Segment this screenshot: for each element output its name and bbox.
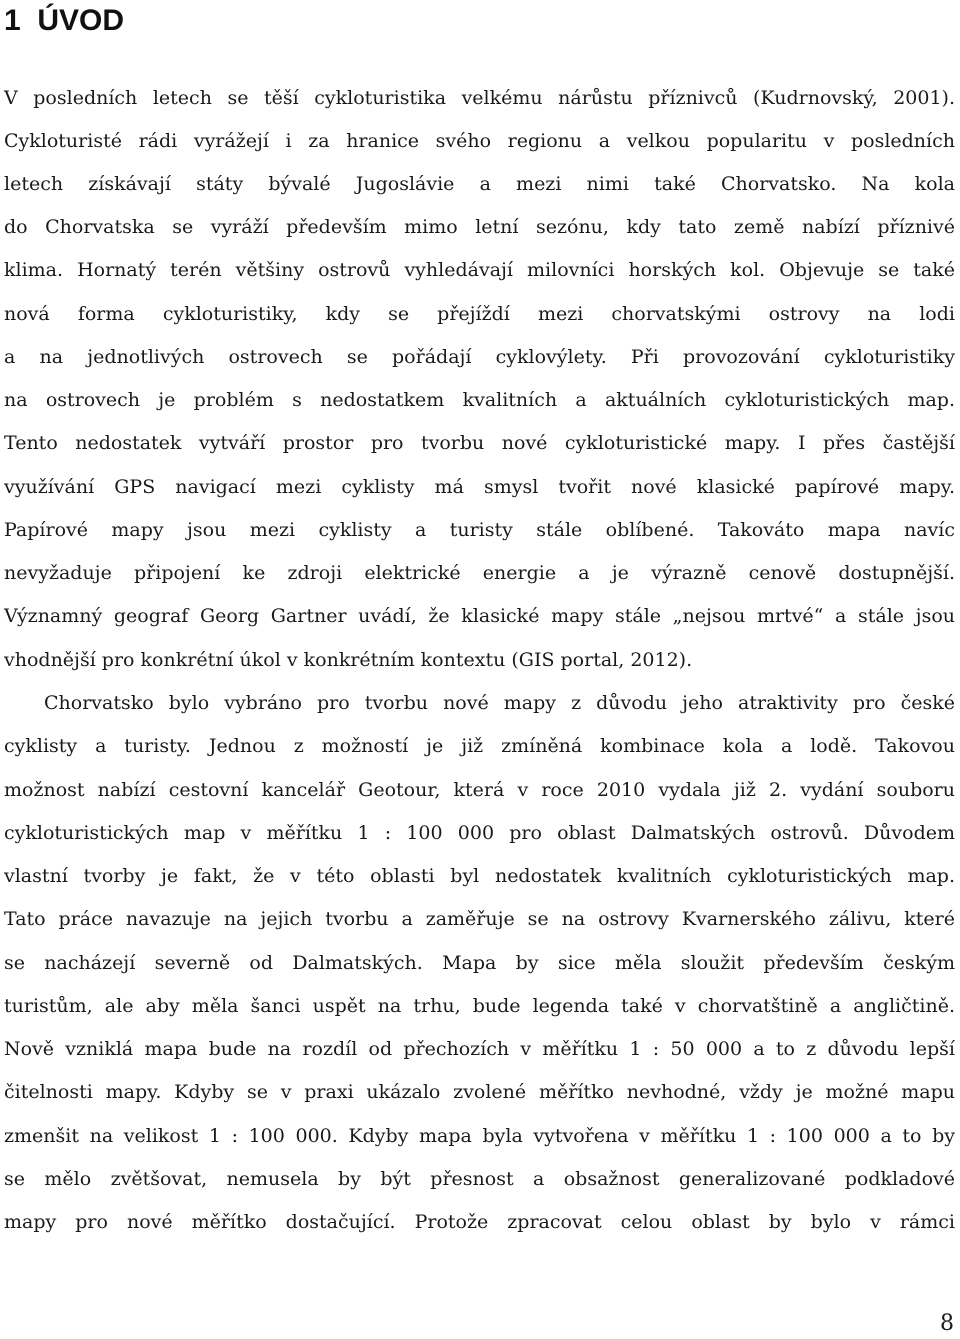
- text-line: V posledních letech se těší cykloturistika velkému nárůstu příznivců (Kudrnovský, 2001).: [4, 87, 955, 109]
- text-line: se nacházejí severně od Dalmatských. Mapa by sice měla sloužit především českým: [4, 952, 955, 974]
- page-number: 8: [940, 1311, 954, 1336]
- text-line: nevyžaduje připojení ke zdroji elektrické energie a je výrazně cenově dostupnější.: [4, 562, 955, 584]
- text-line: zmenšit na velikost 1 : 100 000. Kdyby mapa byla vytvořena v měřítku 1 : 100 000 a to by: [4, 1125, 955, 1147]
- text-line: mapy pro nové měřítko dostačující. Protože zpracovat celou oblast by bylo v rámci: [4, 1211, 955, 1233]
- text-line: Významný geograf Georg Gartner uvádí, že klasické mapy stále „nejsou mrtvé“ a stále jsou: [4, 605, 955, 627]
- text-line: na ostrovech je problém s nedostatkem kvalitních a aktuálních cykloturistických map.: [4, 389, 955, 411]
- text-line: Papírové mapy jsou mezi cyklisty a turisty stále oblíbené. Takováto mapa navíc: [4, 519, 955, 541]
- text-line: Nově vzniklá mapa bude na rozdíl od přechozích v měřítku 1 : 50 000 a to z důvodu lepší: [4, 1038, 955, 1060]
- text-line: Tento nedostatek vytváří prostor pro tvorbu nové cykloturistické mapy. I přes častější: [4, 432, 955, 454]
- text-line: Chorvatsko bylo vybráno pro tvorbu nové mapy z důvodu jeho atraktivity pro české: [44, 692, 955, 714]
- text-line: se mělo zvětšovat, nemusela by být přesnost a obsažnost generalizované podkladové: [4, 1168, 955, 1190]
- text-line: cykloturistických map v měřítku 1 : 100 000 pro oblast Dalmatských ostrovů. Důvodem: [4, 822, 955, 844]
- text-line: Tato práce navazuje na jejich tvorbu a zaměřuje se na ostrovy Kvarnerského zálivu, které: [4, 908, 955, 930]
- chapter-heading: 1 ÚVOD: [4, 4, 125, 37]
- text-line: vhodnější pro konkrétní úkol v konkrétním kontextu (GIS portal, 2012).: [4, 649, 693, 671]
- text-line: cyklisty a turisty. Jednou z možností je již zmíněná kombinace kola a lodě. Takovou: [4, 735, 955, 757]
- text-line: Cykloturisté rádi vyrážejí i za hranice svého regionu a velkou popularitu v posledních: [4, 130, 955, 152]
- text-line: nová forma cykloturistiky, kdy se přejíždí mezi chorvatskými ostrovy na lodi: [4, 303, 955, 325]
- text-line: do Chorvatska se vyráží především mimo letní sezónu, kdy tato země nabízí příznivé: [4, 216, 955, 238]
- text-line: vlastní tvorby je fakt, že v této oblasti byl nedostatek kvalitních cykloturistických map.: [4, 865, 955, 887]
- text-line: čitelnosti mapy. Kdyby se v praxi ukázalo zvolené měřítko nevhodné, vždy je možné mapu: [4, 1081, 955, 1103]
- text-line: využívání GPS navigací mezi cyklisty má smysl tvořit nové klasické papírové mapy.: [4, 476, 955, 498]
- text-line: letech získávají státy bývalé Jugoslávie a mezi nimi také Chorvatsko. Na kola: [4, 173, 955, 195]
- text-line: turistům, ale aby měla šanci uspět na trhu, bude legenda také v chorvatštině a angličtině.: [4, 995, 955, 1017]
- text-line: možnost nabízí cestovní kancelář Geotour, která v roce 2010 vydala již 2. vydání souboru: [4, 779, 955, 801]
- text-line: klima. Hornatý terén většiny ostrovů vyhledávají milovníci horských kol. Objevuje se také: [4, 259, 955, 281]
- text-line: a na jednotlivých ostrovech se pořádají cyklovýlety. Při provozování cykloturistiky: [4, 346, 955, 368]
